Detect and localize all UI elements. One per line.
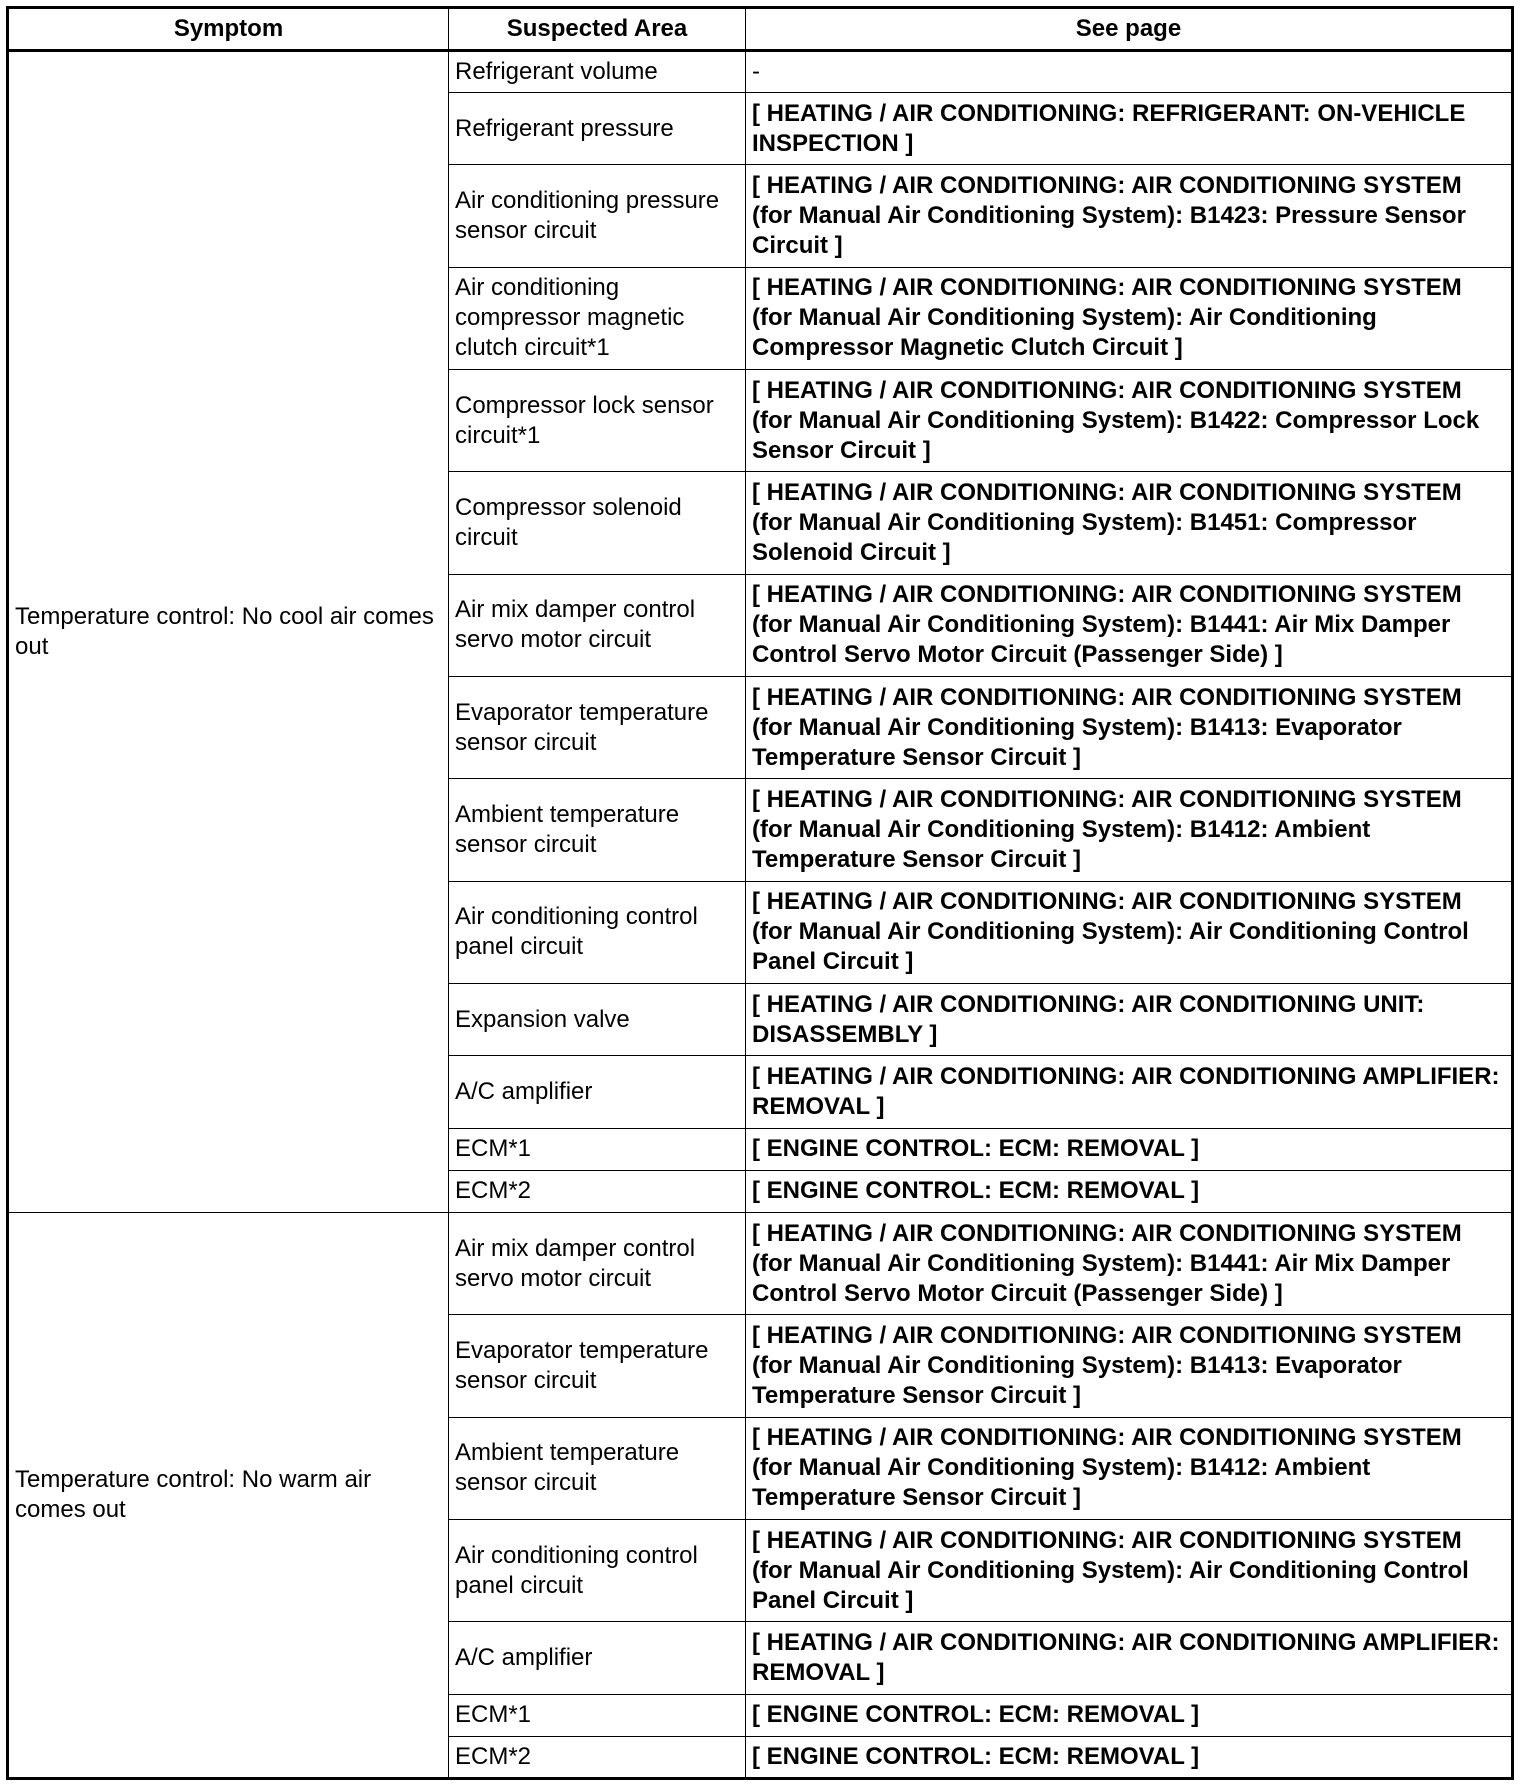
suspected-area-cell: Ambient temperature sensor circuit [449, 779, 746, 881]
see-page-link[interactable]: [ HEATING / AIR CONDITIONING: AIR CONDITIONING AMPLIFIER: REMOVAL ] [746, 1622, 1513, 1694]
suspected-area-cell: Air conditioning compressor magnetic clutch circuit*1 [449, 267, 746, 369]
suspected-area-cell: A/C amplifier [449, 1056, 746, 1128]
suspected-area-cell: Compressor solenoid circuit [449, 472, 746, 574]
header-symptom: Symptom [8, 8, 449, 51]
suspected-area-cell: ECM*1 [449, 1128, 746, 1170]
suspected-area-cell: A/C amplifier [449, 1622, 746, 1694]
suspected-area-cell: Air mix damper control servo motor circuit [449, 574, 746, 676]
symptom-cell: Temperature control: No cool air comes out [8, 51, 449, 1213]
see-page-link[interactable]: [ ENGINE CONTROL: ECM: REMOVAL ] [746, 1736, 1513, 1778]
see-page-link[interactable]: [ ENGINE CONTROL: ECM: REMOVAL ] [746, 1170, 1513, 1212]
suspected-area-cell: Ambient temperature sensor circuit [449, 1417, 746, 1519]
see-page-link[interactable]: [ HEATING / AIR CONDITIONING: AIR CONDITIONING SYSTEM (for Manual Air Conditioning System): B1413: Evaporator Temperature Sensor Circuit ] [746, 677, 1513, 779]
suspected-area-cell: ECM*1 [449, 1694, 746, 1736]
table-row [8, 51, 1513, 93]
see-page-cell: - [746, 51, 1513, 93]
suspected-area-cell: Air mix damper control servo motor circuit [449, 1212, 746, 1314]
see-page-link[interactable]: [ ENGINE CONTROL: ECM: REMOVAL ] [746, 1694, 1513, 1736]
suspected-area-cell: Refrigerant pressure [449, 93, 746, 165]
see-page-link[interactable]: [ HEATING / AIR CONDITIONING: AIR CONDITIONING SYSTEM (for Manual Air Conditioning System): B1422: Compressor Lock Sensor Circuit ] [746, 370, 1513, 472]
suspected-area-cell: Compressor lock sensor circuit*1 [449, 370, 746, 472]
suspected-area-cell: Refrigerant volume [449, 51, 746, 93]
suspected-area-cell: Expansion valve [449, 984, 746, 1056]
see-page-link[interactable]: [ HEATING / AIR CONDITIONING: AIR CONDITIONING SYSTEM (for Manual Air Conditioning System): B1412: Ambient Temperature Sensor Circuit ] [746, 779, 1513, 881]
header-suspected-area: Suspected Area [449, 8, 746, 51]
header-see-page: See page [746, 8, 1513, 51]
suspected-area-cell: Air conditioning pressure sensor circuit [449, 165, 746, 267]
see-page-link[interactable]: [ HEATING / AIR CONDITIONING: AIR CONDITIONING AMPLIFIER: REMOVAL ] [746, 1056, 1513, 1128]
see-page-link[interactable]: [ HEATING / AIR CONDITIONING: AIR CONDITIONING SYSTEM (for Manual Air Conditioning System): B1412: Ambient Temperature Sensor Circuit ] [746, 1417, 1513, 1519]
symptom-cell: Temperature control: No warm air comes out [8, 1212, 449, 1778]
see-page-link[interactable]: [ HEATING / AIR CONDITIONING: AIR CONDITIONING UNIT: DISASSEMBLY ] [746, 984, 1513, 1056]
see-page-link[interactable]: [ HEATING / AIR CONDITIONING: AIR CONDITIONING SYSTEM (for Manual Air Conditioning System): B1451: Compressor Solenoid Circuit ] [746, 472, 1513, 574]
suspected-area-cell: Evaporator temperature sensor circuit [449, 677, 746, 779]
see-page-link[interactable]: [ HEATING / AIR CONDITIONING: AIR CONDITIONING SYSTEM (for Manual Air Conditioning System): Air Conditioning Control Panel Circuit ] [746, 881, 1513, 983]
see-page-link[interactable]: [ HEATING / AIR CONDITIONING: AIR CONDITIONING SYSTEM (for Manual Air Conditioning System): B1413: Evaporator Temperature Sensor Circuit ] [746, 1315, 1513, 1417]
table-row [8, 1212, 1513, 1314]
suspected-area-cell: Air conditioning control panel circuit [449, 881, 746, 983]
see-page-link[interactable]: [ HEATING / AIR CONDITIONING: AIR CONDITIONING SYSTEM (for Manual Air Conditioning System): Air Conditioning Compressor Magnetic Clutch Circuit ] [746, 267, 1513, 369]
see-page-link[interactable]: [ HEATING / AIR CONDITIONING: AIR CONDITIONING SYSTEM (for Manual Air Conditioning System): Air Conditioning Control Panel Circuit ] [746, 1519, 1513, 1621]
see-page-link[interactable]: [ HEATING / AIR CONDITIONING: REFRIGERANT: ON-VEHICLE INSPECTION ] [746, 93, 1513, 165]
suspected-area-cell: Air conditioning control panel circuit [449, 1519, 746, 1621]
see-page-link[interactable]: [ HEATING / AIR CONDITIONING: AIR CONDITIONING SYSTEM (for Manual Air Conditioning System): B1441: Air Mix Damper Control Servo Motor Circuit (Passenger Side) ] [746, 1212, 1513, 1314]
suspected-area-cell: ECM*2 [449, 1736, 746, 1778]
see-page-link[interactable]: [ HEATING / AIR CONDITIONING: AIR CONDITIONING SYSTEM (for Manual Air Conditioning System): B1423: Pressure Sensor Circuit ] [746, 165, 1513, 267]
suspected-area-cell: ECM*2 [449, 1170, 746, 1212]
see-page-link[interactable]: [ ENGINE CONTROL: ECM: REMOVAL ] [746, 1128, 1513, 1170]
see-page-link[interactable]: [ HEATING / AIR CONDITIONING: AIR CONDITIONING SYSTEM (for Manual Air Conditioning System): B1441: Air Mix Damper Control Servo Motor Circuit (Passenger Side) ] [746, 574, 1513, 676]
suspected-area-cell: Evaporator temperature sensor circuit [449, 1315, 746, 1417]
symptom-table [6, 6, 1514, 1780]
header-row [8, 8, 1513, 51]
